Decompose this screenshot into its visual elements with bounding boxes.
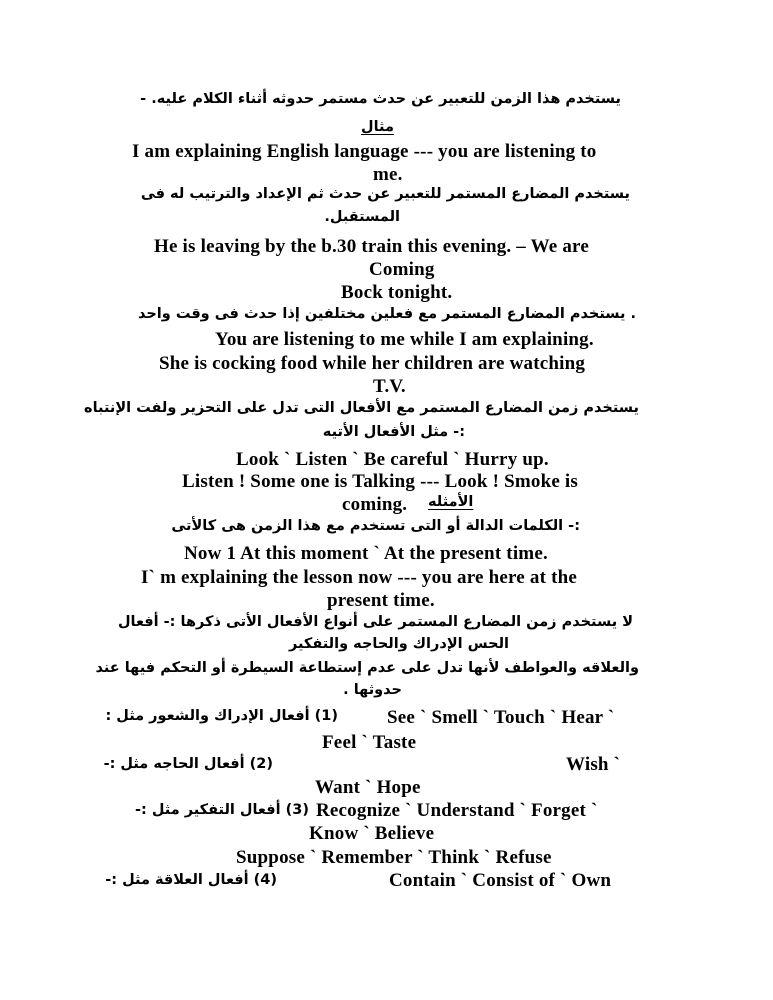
arabic-rule-3: . يستخدم المضارع المستمر مع فعلين مختلفين إذا حدث فى وقت واحد — [137, 306, 636, 322]
english-line: present time. — [327, 590, 435, 611]
english-line: She is cocking food while her children are watching — [159, 353, 586, 374]
arabic-rule-6-cont: والعلاقه والعواطف لأنها تدل على عدم إستطاعة السيطرة أو التحكم فيها عند — [95, 660, 639, 676]
arabic-rule-6-cont: حدوثها . — [343, 682, 402, 698]
english-line: Listen ! Some one is Talking --- Look ! Smoke is — [182, 471, 578, 492]
verb-list: Want ` Hope — [315, 777, 421, 798]
verb-list: Feel ` Taste — [322, 732, 417, 753]
english-line: me. — [373, 164, 403, 185]
english-line: You are listening to me while I am explaining. — [215, 329, 594, 350]
arabic-rule-4-cont: :- مثل الأفعال الأتيه — [322, 424, 465, 440]
arabic-rule-2: يستخدم المضارع المستمر للتعبير عن حدث ثم الإعداد والترتيب له فى — [140, 186, 630, 202]
english-line: He is leaving by the b.30 train this evening. – We are — [154, 236, 589, 257]
arabic-rule-4: يستخدم زمن المضارع المستمر مع الأفعال التى تدل على التحزير ولفت الإنتباه — [84, 400, 639, 416]
arabic-rule-5: :- الكلمات الدالة أو التى تستخدم مع هذا الزمن هى كالأتى — [171, 518, 580, 534]
examples-heading: الأمثله — [428, 494, 474, 510]
example-heading: مثال — [361, 119, 394, 135]
english-line: Now 1 At this moment ` At the present time. — [184, 543, 548, 564]
english-line: I` m explaining the lesson now --- you are here at the — [141, 567, 577, 588]
category-label-4: (4) أفعال العلاقة مثل :- — [105, 872, 277, 888]
english-line: I am explaining English language --- you are listening to — [132, 141, 597, 162]
arabic-rule-6-cont: الحس الإدراك والحاجه والتفكير — [288, 636, 509, 652]
verb-list: Suppose ` Remember ` Think ` Refuse — [236, 847, 552, 868]
verb-list: Know ` Believe — [309, 823, 435, 844]
arabic-rule-6: لا يستخدم زمن المضارع المستمر على أنواع الأفعال الأتى ذكرها :- أفعال — [117, 614, 633, 630]
verb-list: See ` Smell ` Touch ` Hear ` — [387, 707, 615, 728]
english-line: coming. — [342, 494, 408, 515]
english-line: Bock tonight. — [341, 282, 453, 303]
english-line: T.V. — [373, 376, 406, 397]
verb-list: Recognize ` Understand ` Forget ` — [316, 800, 598, 821]
english-line: Look ` Listen ` Be careful ` Hurry up. — [236, 449, 549, 470]
category-label-2: (2) أفعال الحاجه مثل :- — [103, 756, 273, 772]
verb-list: Contain ` Consist of ` Own — [389, 870, 612, 891]
english-line: Coming — [369, 259, 435, 280]
arabic-rule-2-cont: المستقبل. — [324, 209, 400, 225]
category-label-3: (3) أفعال التفكير مثل :- — [134, 802, 309, 818]
arabic-rule-1: يستخدم هذا الزمن للتعبير عن حدث مستمر حدوثه أثناء الكلام عليه. - — [140, 91, 621, 107]
category-label-1: (1) أفعال الإدراك والشعور مثل : — [105, 708, 338, 724]
verb-list: Wish ` — [566, 754, 621, 775]
